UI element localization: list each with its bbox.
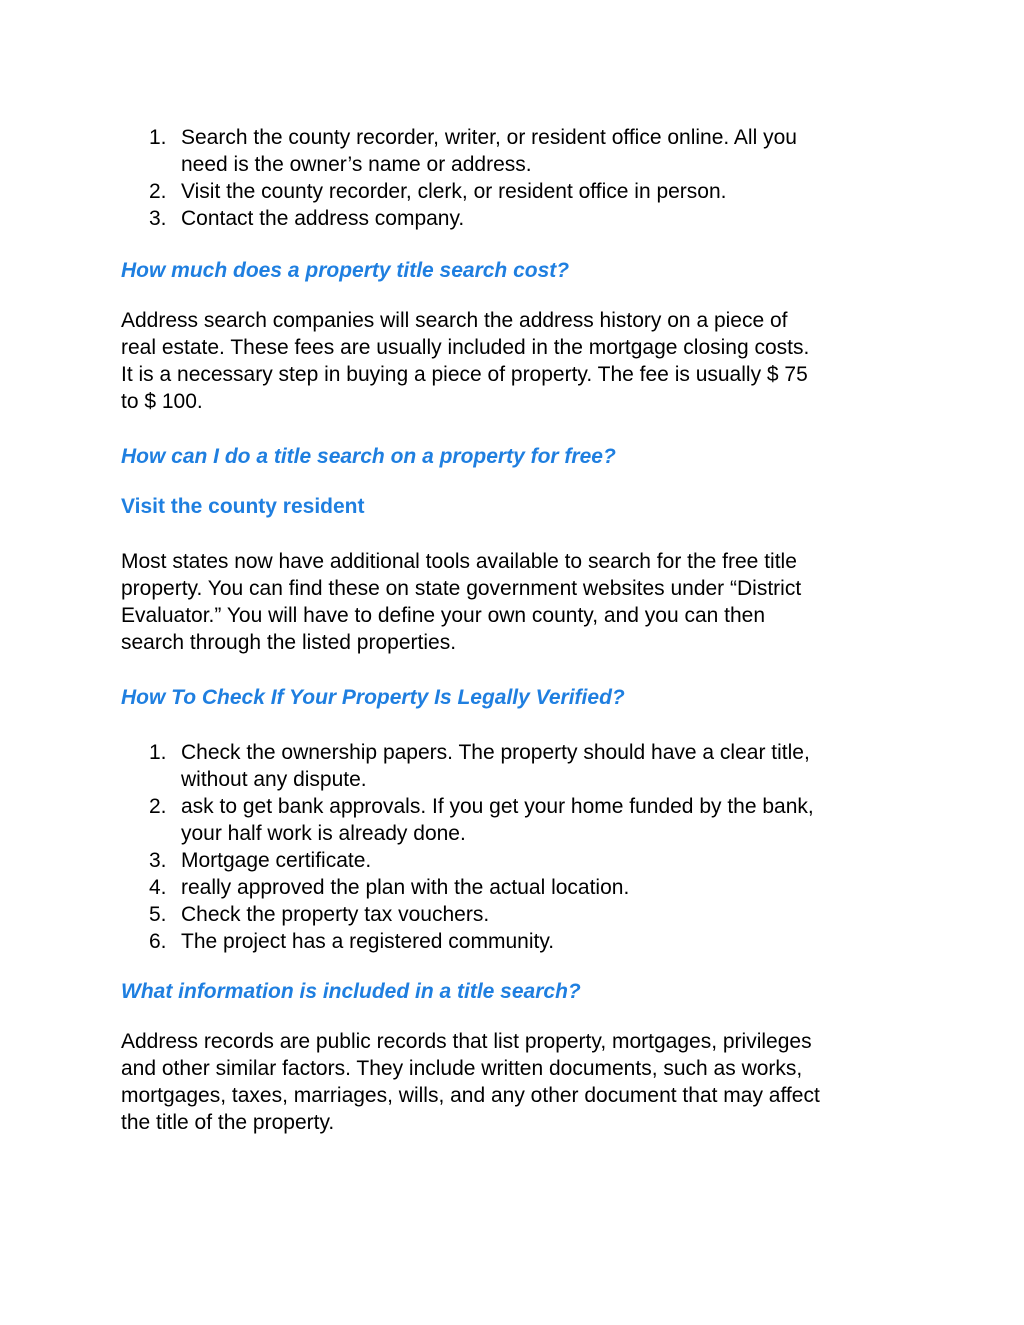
heading-cost: How much does a property title search cost? [121, 259, 570, 282]
list-item [121, 928, 911, 955]
document-page [121, 121, 911, 1136]
paragraph-line: Address records are public records that list property, mortgages, privileges [121, 1030, 812, 1053]
heading-free: How can I do a title search on a property for free? [121, 445, 616, 468]
list-number: 4. [149, 876, 167, 899]
heading-info: What information is included in a title search? [121, 980, 581, 1003]
list-item [121, 178, 911, 205]
list-text: Mortgage certificate. [181, 849, 372, 872]
list-number: 3. [149, 849, 167, 872]
list-text: your half work is already done. [181, 822, 466, 845]
paragraph-line: real estate. These fees are usually included in the mortgage closing costs. [121, 336, 810, 359]
list-number: 6. [149, 930, 167, 953]
paragraph-line: property. You can find these on state government websites under “District [121, 577, 802, 600]
paragraph-line: the title of the property. [121, 1111, 335, 1134]
list-number: 3. [149, 207, 167, 230]
list-number: 1. [149, 126, 167, 149]
list-text: really approved the plan with the actual location. [181, 876, 630, 899]
paragraph-line: to $ 100. [121, 390, 203, 413]
verification-steps-list [121, 739, 911, 955]
list-text: need is the owner’s name or address. [181, 153, 532, 176]
list-item [121, 739, 911, 793]
list-text: The project has a registered community. [181, 930, 555, 953]
paragraph-line: Most states now have additional tools available to search for the free title [121, 550, 797, 573]
list-number: 1. [149, 741, 167, 764]
list-item [121, 874, 911, 901]
list-text: ask to get bank approvals. If you get your home funded by the bank, [181, 795, 814, 818]
search-steps-list [121, 124, 911, 232]
paragraph-cost [121, 307, 911, 415]
list-text: Search the county recorder, writer, or resident office online. All you [181, 126, 797, 149]
list-number: 2. [149, 180, 167, 203]
paragraph-line: and other similar factors. They include written documents, such as works, [121, 1057, 803, 1080]
paragraph-line: It is a necessary step in buying a piece of property. The fee is usually $ 75 [121, 363, 808, 386]
paragraph-states [121, 548, 911, 656]
list-item [121, 205, 911, 232]
list-text: without any dispute. [181, 768, 367, 791]
paragraph-line: search through the listed properties. [121, 631, 457, 654]
list-text: Contact the address company. [181, 207, 465, 230]
list-item [121, 847, 911, 874]
heading-verified: How To Check If Your Property Is Legally Verified? [121, 686, 625, 709]
paragraph-line: Address search companies will search the address history on a piece of [121, 309, 788, 332]
paragraph-records [121, 1028, 911, 1136]
paragraph-line: mortgages, taxes, marriages, wills, and any other document that may affect [121, 1084, 820, 1107]
subheading-visit: Visit the county resident [121, 495, 365, 518]
list-item [121, 124, 911, 178]
list-text: Check the ownership papers. The property should have a clear title, [181, 741, 810, 764]
list-number: 5. [149, 903, 167, 926]
list-text: Visit the county recorder, clerk, or resident office in person. [181, 180, 727, 203]
list-number: 2. [149, 795, 167, 818]
list-text: Check the property tax vouchers. [181, 903, 490, 926]
paragraph-line: Evaluator.” You will have to define your own county, and you can then [121, 604, 766, 627]
list-item [121, 793, 911, 847]
list-item [121, 901, 911, 928]
